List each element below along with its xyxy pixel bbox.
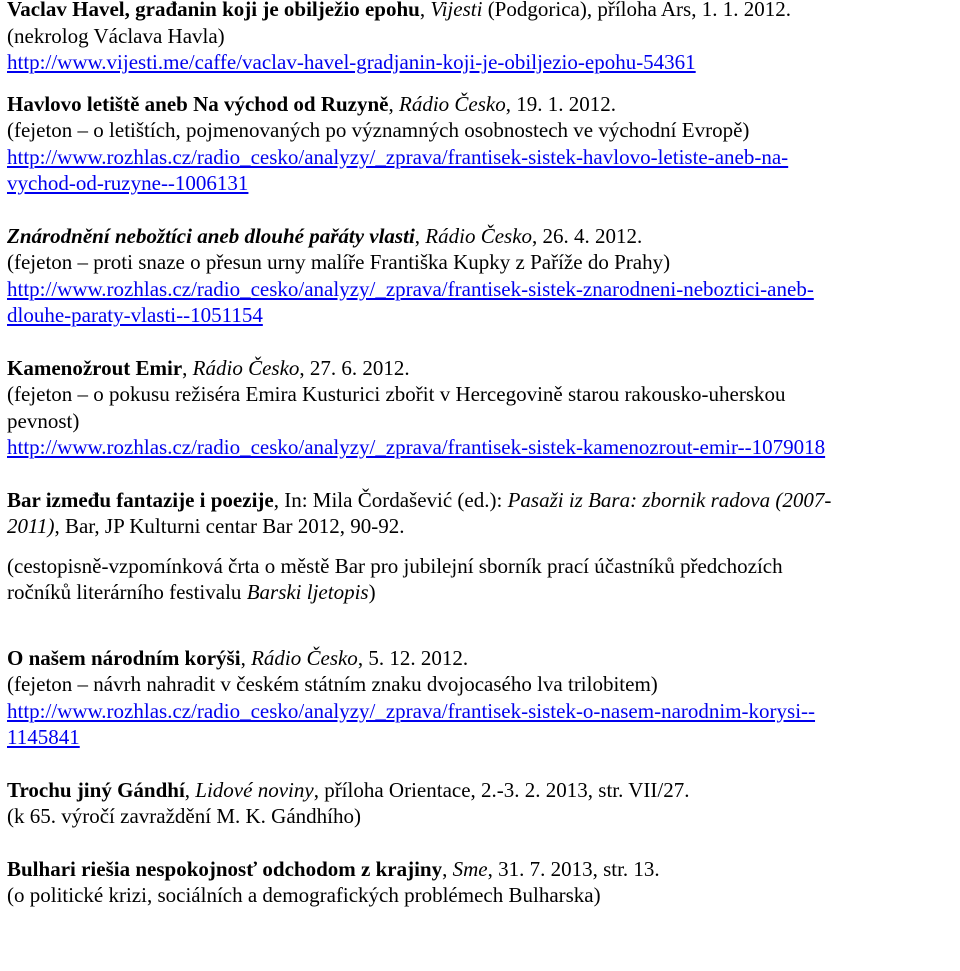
entry-note: (k 65. výročí zavraždění M. K. Gándhího) (7, 804, 361, 828)
entry-citation: Trochu jiný Gándhí, Lidové noviny, příloha Orientace, 2.-3. 2. 2013, str. VII/27. (7, 777, 690, 802)
bibliography-entry (7, 0, 959, 76)
entry-url-link[interactable]: http://www.rozhlas.cz/radio_cesko/analyzy/_zprava/frantisek-sistek-havlovo-letiste-aneb-na- (7, 144, 789, 169)
entry-source: Sme (452, 856, 488, 881)
entry-note: (fejeton – proti snaze o přesun urny malíře Františka Kupky z Paříže do Prahy) (7, 250, 671, 274)
entry-url-link-continued[interactable]: 1145841 (7, 725, 80, 749)
entry-book-title: Pasaži iz Bara: zbornik radova (2007- (507, 487, 832, 512)
entry-title: Kamenožrout Emir (7, 355, 183, 380)
entry-url-link[interactable]: http://www.vijesti.me/caffe/vaclav-havel-gradjanin-koji-je-obiljezio-epohu-54361 (7, 50, 696, 74)
entry-url-link-continued[interactable]: dlouhe-paraty-vlasti--1051154 (7, 303, 263, 327)
entry-title: Havlovo letiště aneb Na východ od Ruzyně (7, 91, 389, 116)
bibliography-page (7, 0, 959, 909)
entry-note: (fejeton – návrh nahradit v českém státním znaku dvojocasého lva trilobitem) (7, 672, 658, 696)
entry-source: Rádio Česko (192, 355, 300, 380)
entry-url-link[interactable]: http://www.rozhlas.cz/radio_cesko/analyzy/_zprava/frantisek-sistek-kamenozrout-emir--1079018 (7, 435, 826, 459)
entry-source: Lidové noviny (195, 777, 314, 802)
entry-source: Rádio Česko (425, 223, 533, 248)
entry-citation-continued (7, 513, 959, 540)
bibliography-entry (7, 355, 959, 461)
entry-title: Bar između fantazije i poezije (7, 487, 274, 512)
entry-source: Vijesti (430, 0, 483, 21)
entry-details: , 26. 4. 2012. (532, 223, 643, 248)
bibliography-entry (7, 91, 959, 197)
entry-citation: Vaclav Havel, građanin koji je obilježio epohu, Vijesti (Podgorica), příloha Ars, 1. 1. 2012. (7, 0, 959, 23)
entry-citation: Znárodnění nebožtíci aneb dlouhé pařáty vlasti, Rádio Česko, 26. 4. 2012. (7, 223, 643, 248)
entry-source: Rádio Česko (399, 91, 506, 116)
bibliography-entry (7, 487, 959, 606)
entry-source: Rádio Česko (251, 645, 358, 670)
entry-note: (nekrolog Václava Havla) (7, 23, 225, 48)
entry-note: (cestopisně-vzpomínková črta o městě Bar pro jubilejní sborník prací účastníků předchozích (7, 553, 783, 578)
entry-details: , 31. 7. 2013, str. 13. (487, 856, 660, 881)
entry-publisher: , Bar, JP Kulturni centar Bar 2012, 90-92. (54, 514, 405, 538)
entry-details: , příloha Orientace, 2.-3. 2. 2013, str. VII/27. (313, 777, 690, 802)
festival-name: Barski ljetopis (246, 580, 369, 604)
entry-title: Vaclav Havel, građanin koji je obilježio epohu (7, 0, 420, 21)
bibliography-entry (7, 645, 959, 751)
entry-note-continued: ročníků literárního festivalu Barski ljetopis) (7, 580, 376, 604)
entry-book-title-continued: 2011) (7, 514, 55, 538)
entry-note: (fejeton – o letištích, pojmenovaných po významných osobnostech ve východní Evropě) (7, 118, 750, 142)
bibliography-entry (7, 223, 959, 329)
entry-url-link[interactable]: http://www.rozhlas.cz/radio_cesko/analyzy/_zprava/frantisek-sistek-znarodneni-neboztici-aneb- (7, 276, 814, 301)
entry-citation: Havlovo letiště aneb Na východ od Ruzyně, Rádio Česko, 19. 1. 2012. (7, 91, 616, 116)
entry-citation: Kamenožrout Emir, Rádio Česko, 27. 6. 2012. (7, 355, 410, 380)
entry-details: , 19. 1. 2012. (505, 91, 616, 116)
bibliography-entry (7, 777, 959, 830)
entry-details: , 27. 6. 2012. (299, 355, 410, 380)
entry-url-link-continued[interactable]: vychod-od-ruzyne--1006131 (7, 171, 249, 195)
entry-citation: Bulhari riešia nespokojnosť odchodom z krajiny, Sme, 31. 7. 2013, str. 13. (7, 856, 660, 881)
entry-details: , 5. 12. 2012. (357, 645, 469, 670)
entry-citation (7, 487, 959, 514)
bibliography-entry (7, 856, 959, 909)
entry-note: (o politické krizi, sociálních a demografických problémech Bulharska) (7, 883, 601, 907)
entry-details: (Podgorica), příloha Ars, 1. 1. 2012. (482, 0, 791, 21)
entry-details: , In: Mila Čordašević (ed.): (273, 487, 508, 512)
entry-note: (fejeton – o pokusu režiséra Emira Kusturici zbořit v Hercegovině starou rakousko-uherskou (7, 382, 786, 406)
entry-note-continued: pevnost) (7, 408, 80, 433)
entry-citation: O našem národním korýši, Rádio Česko, 5. 12. 2012. (7, 645, 469, 670)
entry-title: O našem národním korýši (7, 645, 241, 670)
entry-title: Znárodnění nebožtíci aneb dlouhé pařáty vlasti (7, 223, 415, 248)
entry-title: Bulhari riešia nespokojnosť odchodom z krajiny (7, 856, 443, 881)
entry-title: Trochu jiný Gándhí (7, 777, 185, 802)
entry-url-link[interactable]: http://www.rozhlas.cz/radio_cesko/analyzy/_zprava/frantisek-sistek-o-nasem-narodnim-korysi-- (7, 698, 816, 723)
